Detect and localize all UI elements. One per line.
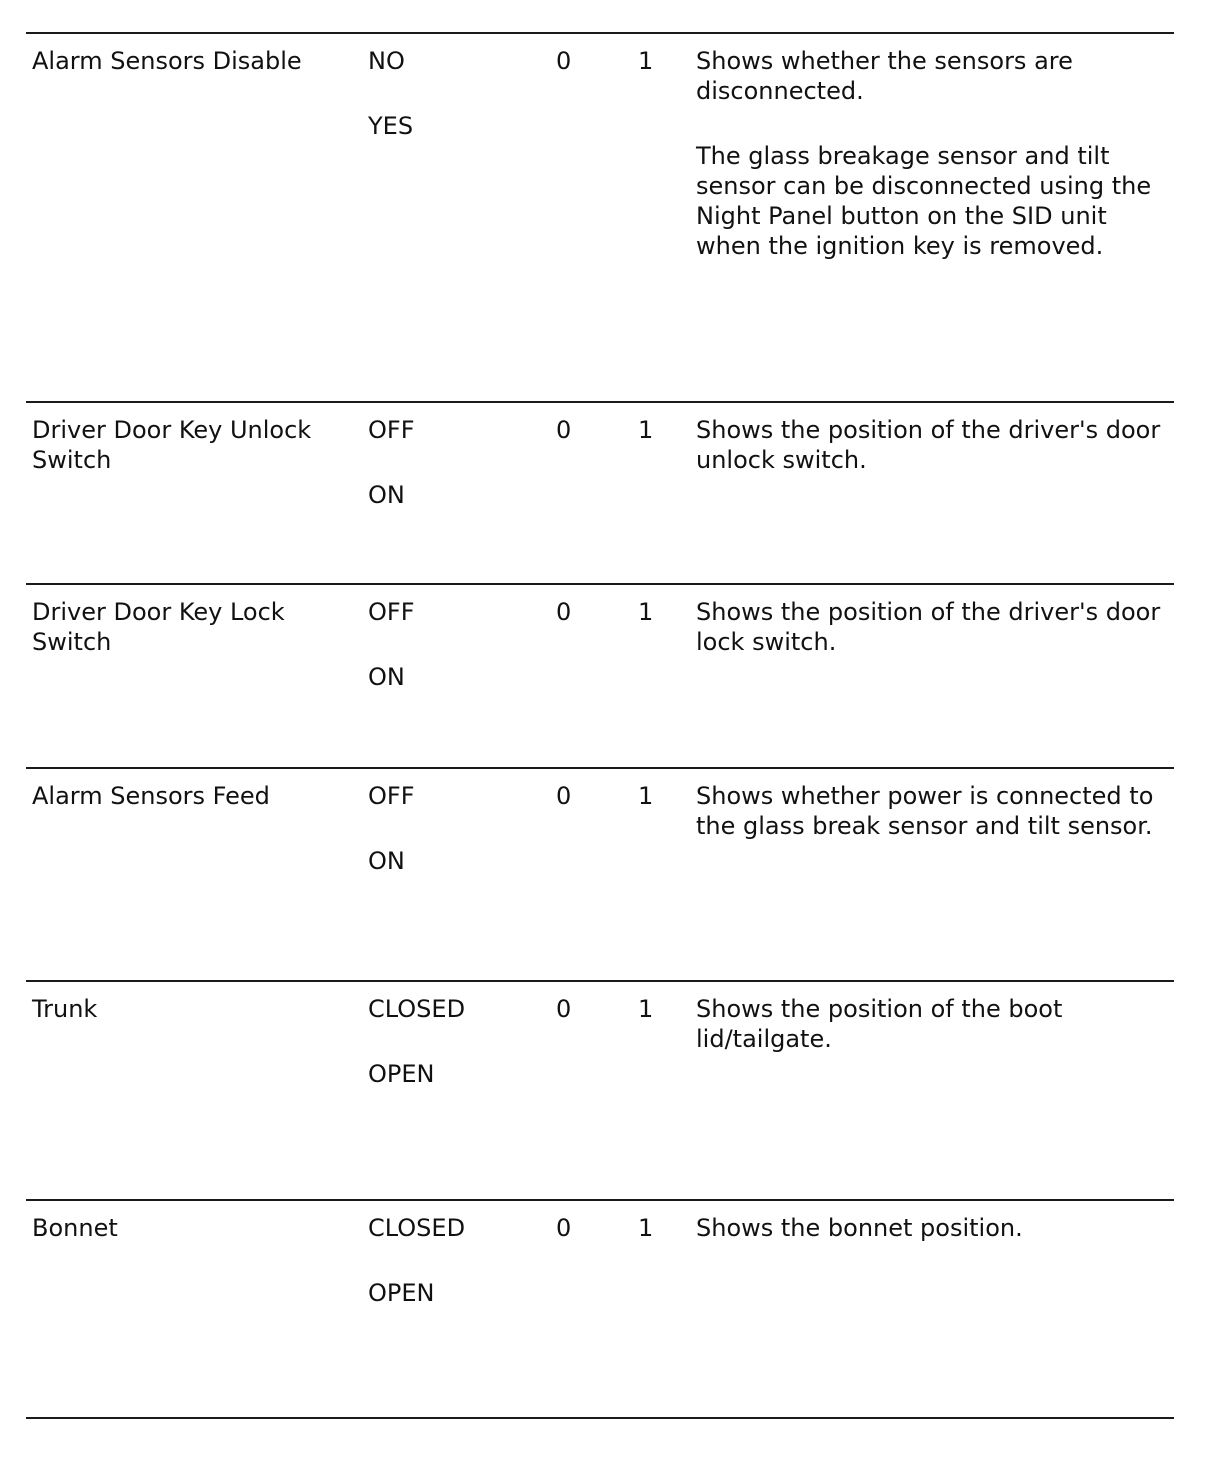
description-paragraph: Shows the bonnet position. (696, 1214, 1023, 1242)
state-value: ON (368, 663, 405, 691)
max-value: 1 (638, 598, 654, 626)
signal-description (696, 597, 1166, 692)
description-paragraph: Shows the position of the boot lid/tailgate. (696, 995, 1063, 1053)
max-value: 1 (638, 47, 654, 75)
min-value: 0 (556, 1214, 572, 1242)
state-value: OFF (368, 598, 415, 626)
signal-name: Trunk (32, 995, 98, 1023)
state-value: OFF (368, 782, 415, 810)
table-row (26, 767, 1174, 980)
state-value: CLOSED (368, 995, 466, 1023)
signal-states (368, 415, 528, 545)
signal-states (368, 994, 528, 1124)
max-value: 1 (638, 416, 654, 444)
max-value: 1 (638, 782, 654, 810)
table-row (26, 401, 1174, 583)
state-value: CLOSED (368, 1214, 466, 1242)
state-value: OFF (368, 416, 415, 444)
table-bottom-rule (26, 1417, 1174, 1419)
signal-description (696, 415, 1166, 510)
description-paragraph: The glass breakage sensor and tilt sensor can be disconnected using the Night Panel button on the SID unit when the ignition key is removed. (696, 142, 1152, 260)
state-value: OPEN (368, 1279, 435, 1307)
min-value: 0 (556, 995, 572, 1023)
signal-name: Driver Door Key Unlock Switch (32, 416, 312, 474)
signal-states (368, 46, 528, 176)
max-value: 1 (638, 995, 654, 1023)
table-row (26, 583, 1174, 767)
table-row (26, 1199, 1174, 1417)
signal-states (368, 1213, 528, 1343)
state-value: ON (368, 847, 405, 875)
min-value: 0 (556, 47, 572, 75)
state-value: NO (368, 47, 405, 75)
signal-states (368, 597, 528, 727)
description-paragraph: Shows whether the sensors are disconnected. (696, 47, 1073, 105)
signal-name: Alarm Sensors Feed (32, 782, 270, 810)
state-value: YES (368, 112, 414, 140)
description-paragraph: Shows the position of the driver's door lock switch. (696, 598, 1161, 656)
signal-description (696, 1213, 1166, 1278)
signal-table (26, 32, 1174, 1419)
state-value: OPEN (368, 1060, 435, 1088)
description-paragraph: Shows the position of the driver's door unlock switch. (696, 416, 1161, 474)
signal-description (696, 46, 1166, 296)
signal-name: Driver Door Key Lock Switch (32, 598, 285, 656)
signal-description (696, 994, 1166, 1089)
min-value: 0 (556, 782, 572, 810)
state-value: ON (368, 481, 405, 509)
max-value: 1 (638, 1214, 654, 1242)
table-row (26, 32, 1174, 401)
min-value: 0 (556, 416, 572, 444)
description-paragraph: Shows whether power is connected to the glass break sensor and tilt sensor. (696, 782, 1154, 840)
min-value: 0 (556, 598, 572, 626)
signal-name: Bonnet (32, 1214, 118, 1242)
signal-states (368, 781, 528, 911)
signal-name: Alarm Sensors Disable (32, 47, 302, 75)
table-row (26, 980, 1174, 1199)
signal-description (696, 781, 1166, 876)
